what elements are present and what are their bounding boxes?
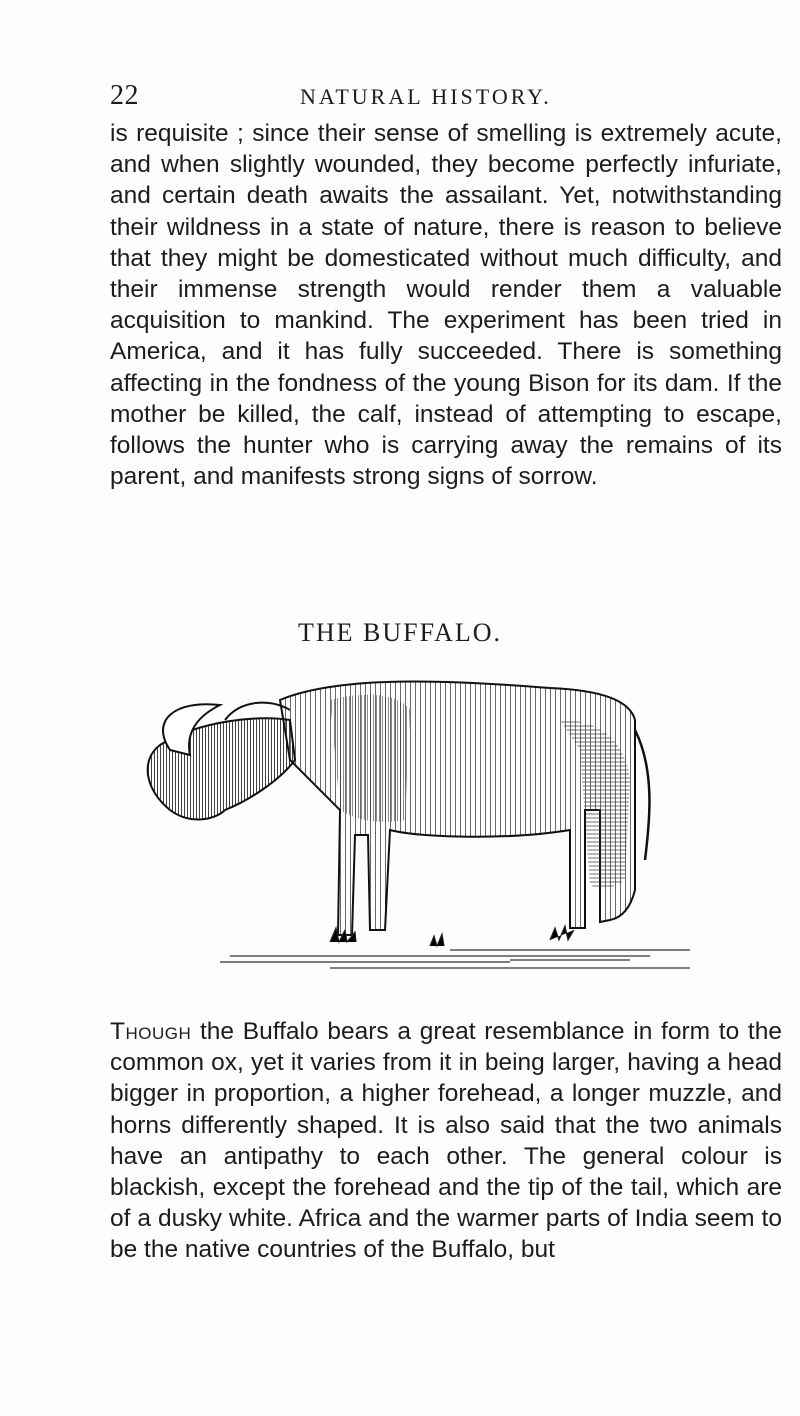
- body-paragraph-1: is requisite ; since their sense of smelling is extremely acute, and when slightly wounded, they become perfectly infuriate, and certain death awaits the assailant. Yet, notwithstanding their wildness in a state of nature, there is reason to believe that they might be domesticated without much difficulty, and their immense strength would render them a valuable acquisition to mankind. The experiment has been tried in America, and it has fully succeeded. There is something affecting in the fondness of the young Bison for its dam. If the mother be killed, the calf, instead of attempting to escape, follows the hunter who is carrying away the remains of its parent, and manifests strong signs of sorrow.: [110, 120, 782, 491]
- page-number: 22: [110, 80, 139, 111]
- body-paragraph-2: [110, 1016, 782, 1266]
- running-head: NATURAL HISTORY.: [300, 84, 552, 109]
- grass-tufts: [330, 926, 574, 946]
- ground-lines: [220, 950, 690, 968]
- drop-lead-word: Though: [110, 1018, 192, 1045]
- paragraph-2-text: the Buffalo bears a great resemblance in form to the common ox, yet it varies from it in being larger, having a head bigger in proportion, a higher forehead, a longer muzzle, and horns differently shaped. It is also said that the two animals have an antipathy to each other. The general colour is blackish, except the forehead and the tip of the tail, which are of a dusky white. Africa and the warmer parts of India seem to be the native countries of the Buffalo, but: [110, 1018, 782, 1264]
- buffalo-tail: [635, 730, 649, 860]
- section-heading: THE BUFFALO.: [297, 618, 503, 647]
- buffalo-illustration: [130, 660, 780, 1000]
- buffalo-engraving: [130, 660, 780, 1000]
